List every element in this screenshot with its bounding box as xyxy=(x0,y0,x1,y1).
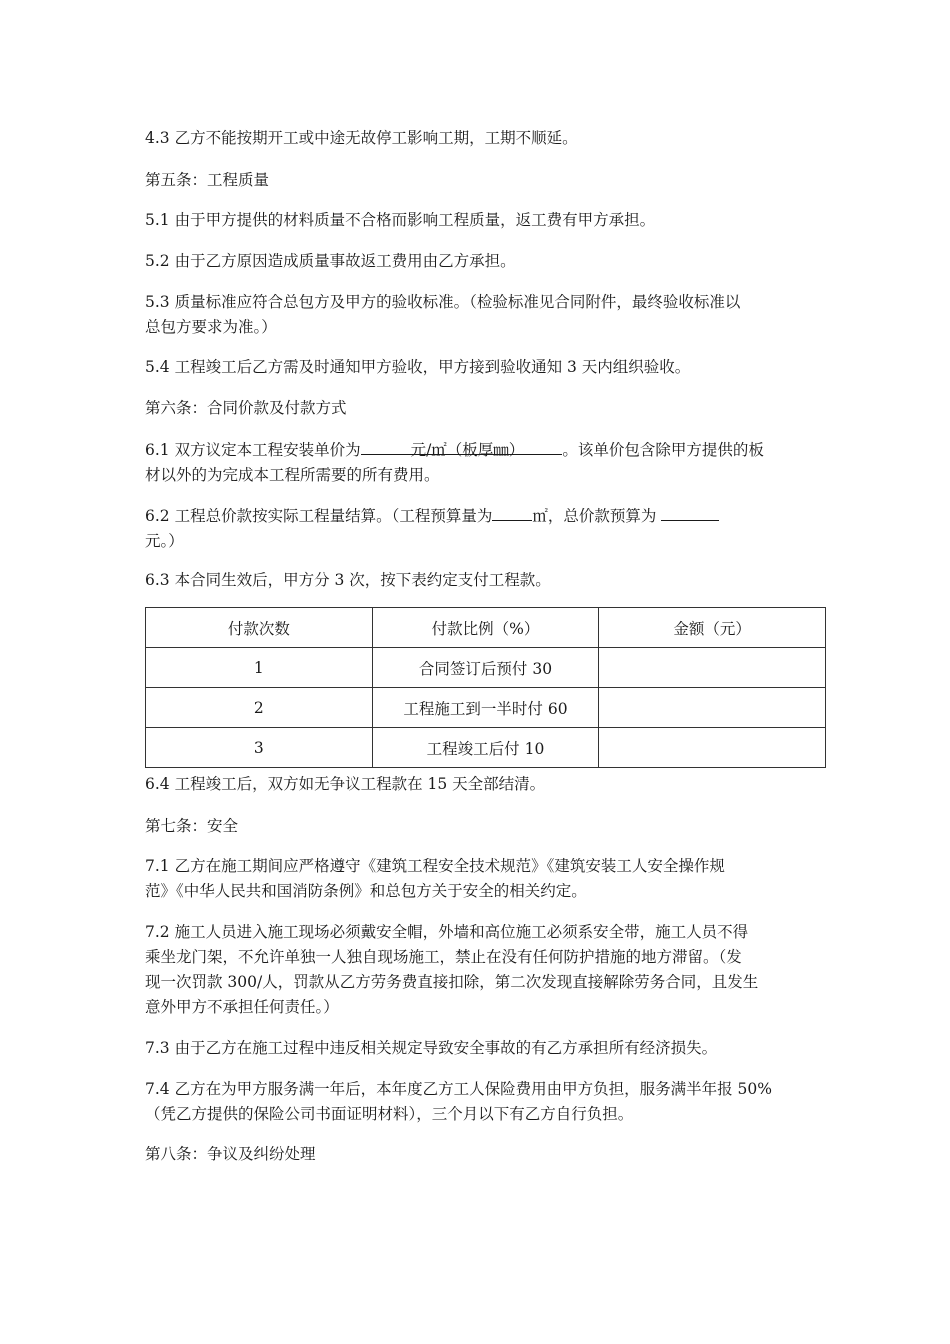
clause-6-3: 6.3 本合同生效后，甲方分 3 次，按下表约定支付工程款。 xyxy=(145,571,551,589)
clause-7-2: 7.2 施工人员进入施工现场必须戴安全帽，外墙和高位施工必须系安全带，施工人员不得 乘坐龙门架，不允许单独一人独自现场施工，禁止在没有任何防护措施的地方滞留。（发 现一次罚款 300/人，罚款从乙方劳务费直接扣除，第二次发现直接解除劳务合同，且发生 意外甲方不承担任何责任。） xyxy=(145,923,759,1016)
total-price-blank xyxy=(661,504,719,521)
table-row xyxy=(146,648,826,688)
table-header-cell: 金额（元） xyxy=(599,608,826,648)
table-cell: 1 xyxy=(146,648,373,688)
table-cell: 合同签订后预付 30 xyxy=(372,648,599,688)
table-cell xyxy=(599,648,826,688)
table-cell xyxy=(599,688,826,728)
table-cell: 3 xyxy=(146,728,373,768)
clause-6-2: 6.2 工程总价款按实际工程量结算。（工程预算量为 ㎡，总价款预算为 元。） xyxy=(145,504,825,554)
table-cell xyxy=(599,728,826,768)
table-row xyxy=(146,688,826,728)
clause-7-3: 7.3 由于乙方在施工过程中违反相关规定导致安全事故的有乙方承担所有经济损失。 xyxy=(145,1039,718,1057)
unit-price-unit: 元/㎡（板厚㎜） xyxy=(411,438,525,455)
payment-table xyxy=(145,607,826,768)
table-cell: 工程施工到一半时付 60 xyxy=(372,688,599,728)
quantity-blank xyxy=(492,504,532,521)
table-row xyxy=(146,728,826,768)
section-8-heading: 第八条：争议及纠纷处理 xyxy=(145,1145,316,1163)
table-header-cell: 付款次数 xyxy=(146,608,373,648)
clause-7-1: 7.1 乙方在施工期间应严格遵守《建筑工程安全技术规范》《建筑安装工人安全操作规 范》《中华人民共和国消防条例》和总包方关于安全的相关约定。 xyxy=(145,857,725,900)
section-5-heading: 第五条：工程质量 xyxy=(145,171,270,189)
clause-5-4: 5.4 工程竣工后乙方需及时通知甲方验收，甲方接到验收通知 3 天内组织验收。 xyxy=(145,358,691,376)
table-cell: 工程竣工后付 10 xyxy=(372,728,599,768)
clause-5-1: 5.1 由于甲方提供的材料质量不合格而影响工程质量，返工费有甲方承担。 xyxy=(145,211,656,229)
clause-4-3: 4.3 乙方不能按期开工或中途无故停工影响工期，工期不顺延。 xyxy=(145,129,578,147)
clause-7-4: 7.4 乙方在为甲方服务满一年后，本年度乙方工人保险费用由甲方负担，服务满半年报 50% （凭乙方提供的保险公司书面证明材料），三个月以下有乙方自行负担。 xyxy=(145,1080,772,1123)
clause-5-3: 5.3 质量标准应符合总包方及甲方的验收标准。（检验标准见合同附件，最终验收标准以 总包方要求为准。） xyxy=(145,293,741,336)
table-cell: 2 xyxy=(146,688,373,728)
table-header-cell: 付款比例（%） xyxy=(372,608,599,648)
section-6-heading: 第六条：合同价款及付款方式 xyxy=(145,399,347,417)
unit-price-blank xyxy=(361,438,411,455)
clause-6-1: 6.1 双方议定本工程安装单价为 元/㎡（板厚㎜） 。该单价包含除甲方提供的板 材以外的为完成本工程所需要的所有费用。 xyxy=(145,438,825,488)
clause-6-4: 6.4 工程竣工后，双方如无争议工程款在 15 天全部结清。 xyxy=(145,775,546,793)
clause-5-2: 5.2 由于乙方原因造成质量事故返工费用由乙方承担。 xyxy=(145,252,516,270)
unit-price-blank-2 xyxy=(524,438,562,455)
table-header-row xyxy=(146,608,826,648)
section-7-heading: 第七条：安全 xyxy=(145,817,239,835)
